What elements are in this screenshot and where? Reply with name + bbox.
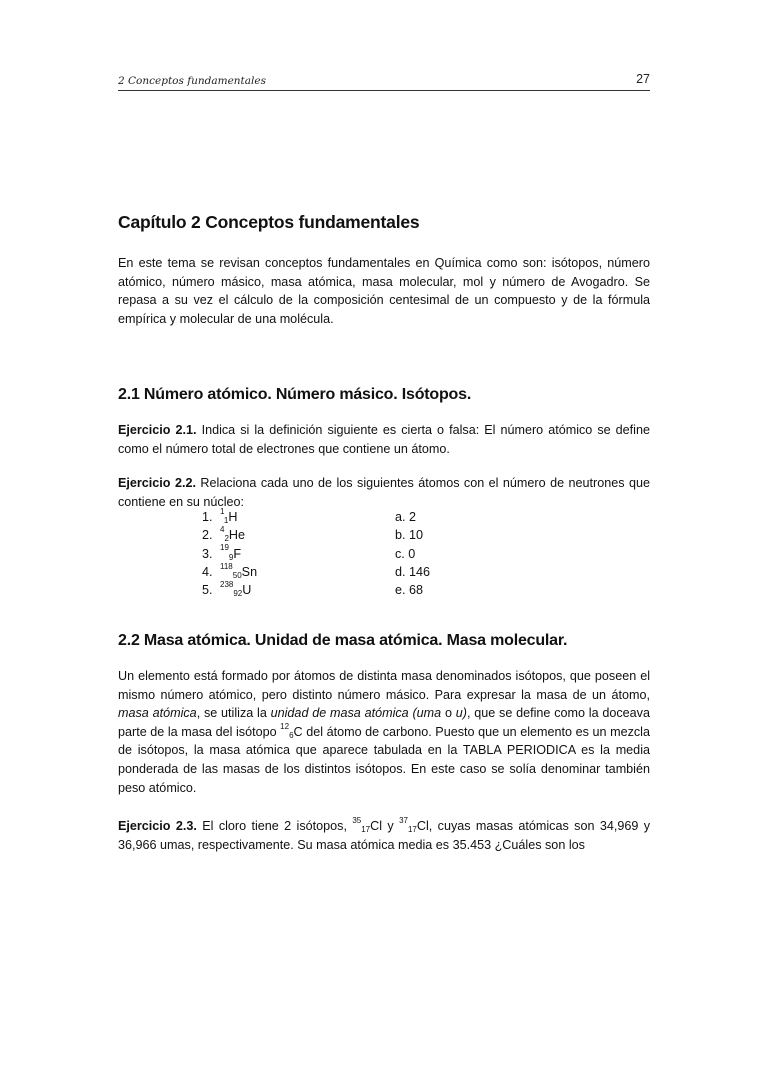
answer-option: a. 2 [395, 510, 417, 524]
element-symbol: H [228, 510, 238, 524]
element-symbol: Cl [416, 819, 429, 833]
text-run: o [441, 706, 456, 721]
section-2-1-title: 2.1 Número atómico. Número másico. Isótopos. [118, 386, 472, 403]
exercise-2-1 [118, 421, 650, 458]
exercise-2-2-label: Ejercicio 2.2. [118, 476, 196, 490]
term-uma: unidad de masa atómica (uma [270, 706, 442, 721]
mass-number: 35 [352, 815, 362, 825]
exercise-2-2-text: Relaciona cada uno de los siguientes átomos con el número de neutrones que contiene en su núcleo: [118, 476, 650, 509]
text-run: y [382, 819, 400, 833]
atomic-number: 92 [233, 589, 243, 599]
atomic-number: 6 [289, 730, 294, 740]
answer-option: d. 146 [395, 564, 431, 579]
element-symbol: F [233, 546, 242, 561]
element-symbol: C [293, 724, 303, 739]
list-item [202, 563, 502, 581]
atomic-number: 50 [232, 570, 242, 580]
answer-option: e. 68 [395, 583, 424, 598]
page-number: 27 [636, 72, 650, 86]
exercise-2-2 [118, 474, 650, 511]
text-run: del átomo de carbono. Puesto que un elemento es un mezcla de isótopos, la masa atómica que aparece tabulada en la TABLA PERIODICA es la media ponderada de las masas de los distintos isótopos. En este caso se solía denominar también peso atómico. [118, 724, 650, 795]
isotope-chlorine-37 [399, 815, 429, 834]
term-u: u) [455, 706, 467, 721]
exercise-2-1-text: Indica si la definición siguiente es cierta o falsa: El número atómico se define como el número total de electrones que contiene un átomo. [118, 423, 650, 456]
text-run: Un elemento está formado por átomos de distinta masa denominados isótopos, que poseen el mismo número atómico, pero distinto número másico. Para expresar la masa de un átomo, [118, 669, 650, 702]
item-number: 5. [202, 583, 213, 598]
running-title: 2 Conceptos fundamentales [118, 75, 266, 87]
item-number: 1. [202, 510, 213, 524]
isotope [220, 526, 245, 544]
answer-option: b. 10 [395, 528, 424, 543]
exercise-2-3 [118, 817, 650, 854]
atomic-number: 2 [224, 534, 229, 544]
element-symbol: U [242, 583, 252, 598]
chapter-intro: En este tema se revisan conceptos fundamentales en Química como son: isótopos, número atómico, número másico, masa atómica, masa molecular, mol y número de Avogadro. Se repasa a su vez el cálculo de la composición centesimal de un compuesto y de la fórmula empírica y molecular de una molécula. [118, 256, 650, 326]
mass-number: 4 [220, 525, 225, 535]
isotope [220, 581, 251, 599]
isotope [220, 545, 241, 563]
exercise-2-1-label: Ejercicio 2.1. [118, 423, 197, 437]
mass-number: 12 [280, 721, 290, 731]
running-header [118, 70, 650, 91]
item-number: 2. [202, 528, 213, 543]
isotope [220, 508, 237, 526]
atomic-number: 1 [223, 516, 229, 525]
mass-number: 1 [220, 506, 224, 516]
mass-number: 37 [399, 815, 408, 825]
isotope-carbon-12 [280, 721, 303, 740]
atomic-number: 9 [228, 552, 234, 562]
atomic-number: 17 [361, 825, 371, 834]
item-number: 4. [202, 564, 213, 579]
mass-number: 118 [220, 561, 233, 571]
element-symbol: He [228, 528, 246, 543]
list-item [202, 508, 502, 526]
text-run: , se utiliza la [196, 706, 271, 721]
list-item [202, 581, 502, 599]
isotope-chlorine-35 [352, 815, 383, 834]
element-symbol: Sn [241, 564, 258, 579]
section-2-2-title: 2.2 Masa atómica. Unidad de masa atómica. Masa molecular. [118, 632, 568, 649]
chapter-title: Capítulo 2 Conceptos fundamentales [118, 212, 420, 232]
atomic-number: 17 [407, 825, 417, 834]
mass-number: 238 [220, 580, 234, 589]
text-run: , cuyas masas atómicas son 34,969 y 36,966 umas, respectivamente. Su masa atómica media es 35.453 ¿Cuáles son los [118, 819, 651, 852]
term-masa-atomica: masa atómica [118, 706, 197, 721]
item-number: 3. [202, 546, 213, 561]
atom-matching-list [202, 508, 502, 599]
section-2-2-paragraph [118, 667, 650, 797]
answer-option: c. 0 [395, 546, 416, 561]
list-item [202, 526, 502, 544]
mass-number: 19 [220, 543, 229, 553]
text-run: , que se define como la doceava parte de la masa del isótopo [118, 706, 650, 739]
exercise-2-3-label: Ejercicio 2.3. [118, 819, 197, 833]
isotope [220, 563, 257, 581]
element-symbol: Cl [370, 819, 383, 833]
list-item [202, 545, 502, 563]
text-run: El cloro tiene 2 isótopos, [196, 819, 353, 833]
